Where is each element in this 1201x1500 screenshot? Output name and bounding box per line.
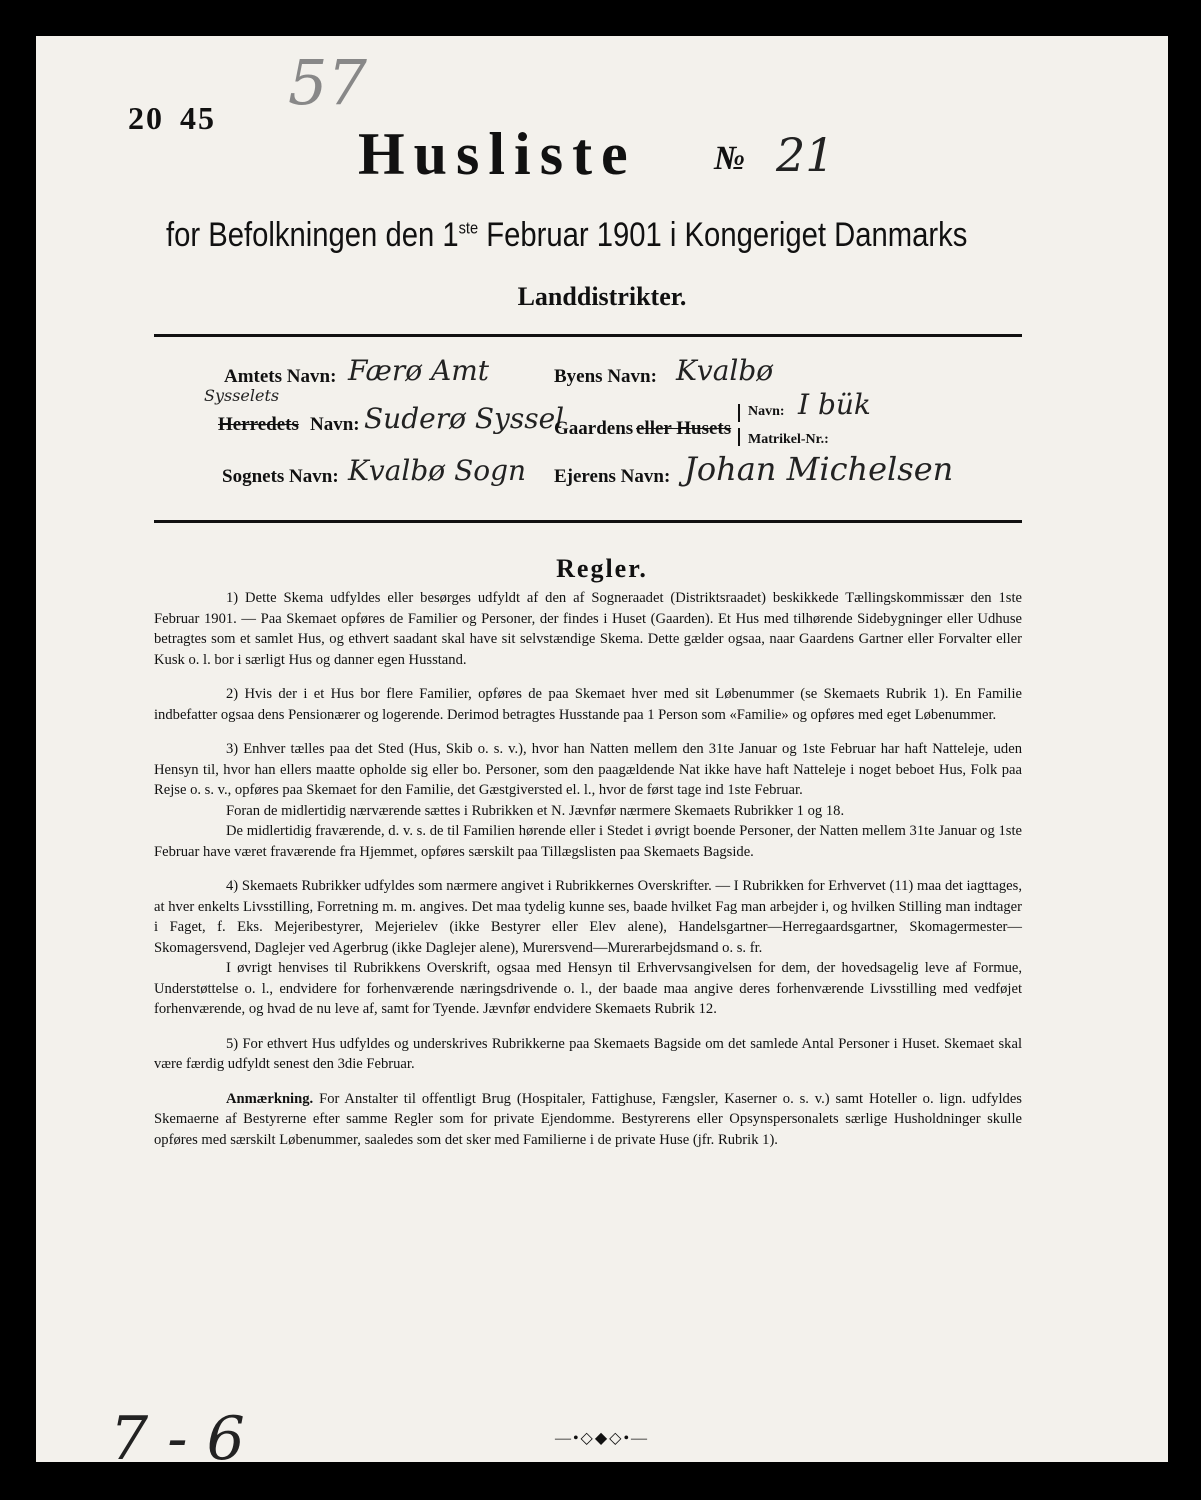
bracket-bottom [738, 428, 740, 446]
number-sign: № [714, 140, 746, 177]
rule-5: 5) For ethvert Hus udfyldes og underskrives Rubrikkerne paa Skemaets Bagside om det samlede Antal Personer i Huset. Skemaet skal være færdig udfyldt senest den 3die Februar. [154, 1035, 1022, 1072]
sogn-label: Sognets Navn: [222, 466, 339, 487]
form-subtitle-districts: Landdistrikter. [517, 282, 687, 311]
rule-3b: Foran de midlertidig nærværende sættes i Rubrikken et N. Jævnfør nærmere Skemaets Rubrikker 1 og 18. [226, 802, 845, 819]
archive-number: 20 45 [128, 100, 216, 136]
form-title: Husliste [358, 121, 637, 187]
ejer-value: Johan Michelsen [684, 450, 954, 488]
rule-1: 1) Dette Skema udfyldes eller besørges udfyldt af den af Sogneraadet (Distriktsraadet) beskikkede Tællingskommissær den 1ste Februar 1901. — Paa Skemaet opføres de Familier og Personer, der findes i Huset (Gaarden). Et Hus med tilhørende Sidebygninger eller Udhuse betragtes som et samlet Hus, og ethvert saadant skal have sit selvstændige Skema. Dette gælder ogsaa, naar Gaardens Gartner eller Forvalter eller Kusk o. l. bor i særligt Hus og danner egen Husstand. [154, 590, 1022, 668]
ejer-label: Ejerens Navn: [554, 466, 671, 487]
list-number: 21 [776, 128, 835, 182]
matrikel-label: Matrikel-Nr.: [748, 432, 829, 447]
rule-4: 4) Skemaets Rubrikker udfyldes som nærmere angivet i Rubrikkernes Overskrifter. — I Rubrikken for Erhvervet (11) maa det iagttages, at hver enkelts Livsstilling, Forretning m. m. angives. Det maa tydelig kunne ses, baade hvilket Fag man arbejder i, og hvilken Stilling man indtager i Faget, f. Eks. Mejeribestyrer, Mejerielev (ikke Bestyrer eller Elev alene), Handelsgartner—Herregaardsgartner, Skomagermester—Skomagersvend, Daglejer ved Agerbrug (ikke Daglejer alene), Murersvend—Murerarbejdsmand o. s. fr. [154, 878, 1022, 956]
top-rule [154, 334, 1022, 337]
herred-label: Herredets [218, 414, 299, 435]
gaard-strike-label: eller Husets [636, 418, 732, 439]
note-label: Anmærkning. [226, 1090, 314, 1107]
form-subtitle: for Befolkningen den 1ste Februar 1901 i Kongeriget Danmarks [166, 216, 968, 254]
sogn-value: Kvalbø Sogn [348, 454, 527, 487]
pencil-number: 57 [288, 46, 367, 119]
navn-value: I bük [798, 388, 871, 421]
census-form-page [36, 36, 1168, 1462]
rules-text [154, 588, 1022, 1164]
gaard-label: Gaardens [554, 418, 634, 439]
by-value: Kvalbø [676, 354, 774, 387]
syssel-handwritten: Sysselets [204, 386, 280, 405]
bottom-handwritten-number: 7 - 6 [110, 1404, 245, 1462]
ornament: —•◇◆◇•— [554, 1430, 650, 1447]
herred-value: Suderø Syssel [364, 402, 565, 435]
rule-2: 2) Hvis der i et Hus bor flere Familier, opføres de paa Skemaet hver med sit Løbenummer (se Skemaets Rubrik 1). En Familie indbefatter ogsaa dens Pensionærer og logerende. Derimod betragtes Husstande paa 1 Person som «Familie» og opføres med eget Løbenummer. [154, 686, 1022, 723]
rule-4b: I øvrigt henvises til Rubrikkens Overskrift, ogsaa med Hensyn til Erhvervsangivelsen for dem, der hovedsagelig leve af Formue, Understøttelse o. l., endvidere for forhenværende næringsdrivende o. l., der baade maa angive deres forhenværende Livsstilling med vedføjet forhenværende, og hvad de nu leve af, samt for Tyende. Jævnfør endvidere Skemaets Rubrik 12. [154, 960, 1022, 1017]
rule-3c: De midlertidig fraværende, d. v. s. de til Familien hørende eller i Stedet i øvrigt boende Personer, der Natten mellem 31te Januar og 1ste Februar have været fraværende fra Hjemmet, opføres særskilt paa Tillægslisten paa Skemaets Bagside. [154, 823, 1022, 860]
rule-3: 3) Enhver tælles paa det Sted (Hus, Skib o. s. v.), hvor han Natten mellem den 31te Januar og 1ste Februar har haft Natteleje, uden Hensyn til, hvor han ellers maatte opholde sig eller bo. Personer, som den paagældende Nat ikke have haft Natteleje i noget beboet Hus, Folk paa Rejse o. s. v., opføres paa Skemaet for den Familie, det Gæstgiversted el. l., hvor de først tage ind 1ste Februar. [154, 741, 1022, 798]
amt-label: Amtets Navn: [224, 366, 337, 387]
middle-rule [154, 520, 1022, 523]
amt-value: Færø Amt [348, 354, 490, 387]
navn-label: Navn: [748, 404, 785, 419]
bracket-top [738, 404, 740, 422]
by-label: Byens Navn: [554, 366, 657, 387]
herred-navn-label: Navn: [310, 414, 360, 435]
rules-title: Regler. [556, 554, 648, 583]
note-text: For Anstalter til offentligt Brug (Hospitaler, Fattighuse, Fængsler, Kaserner o. s. v.) samt Hoteller o. lign. udfyldes Skemaerne af Bestyrerne efter samme Regler som for private Ejendomme. Bestyrerens eller Opsynspersonalets særlige Husholdninger skulle opføres med særskilt Løbenummer, saaledes som det sker med Familierne i de private Huse (jfr. Rubrik 1). [154, 1090, 1022, 1148]
note [154, 1089, 1022, 1151]
